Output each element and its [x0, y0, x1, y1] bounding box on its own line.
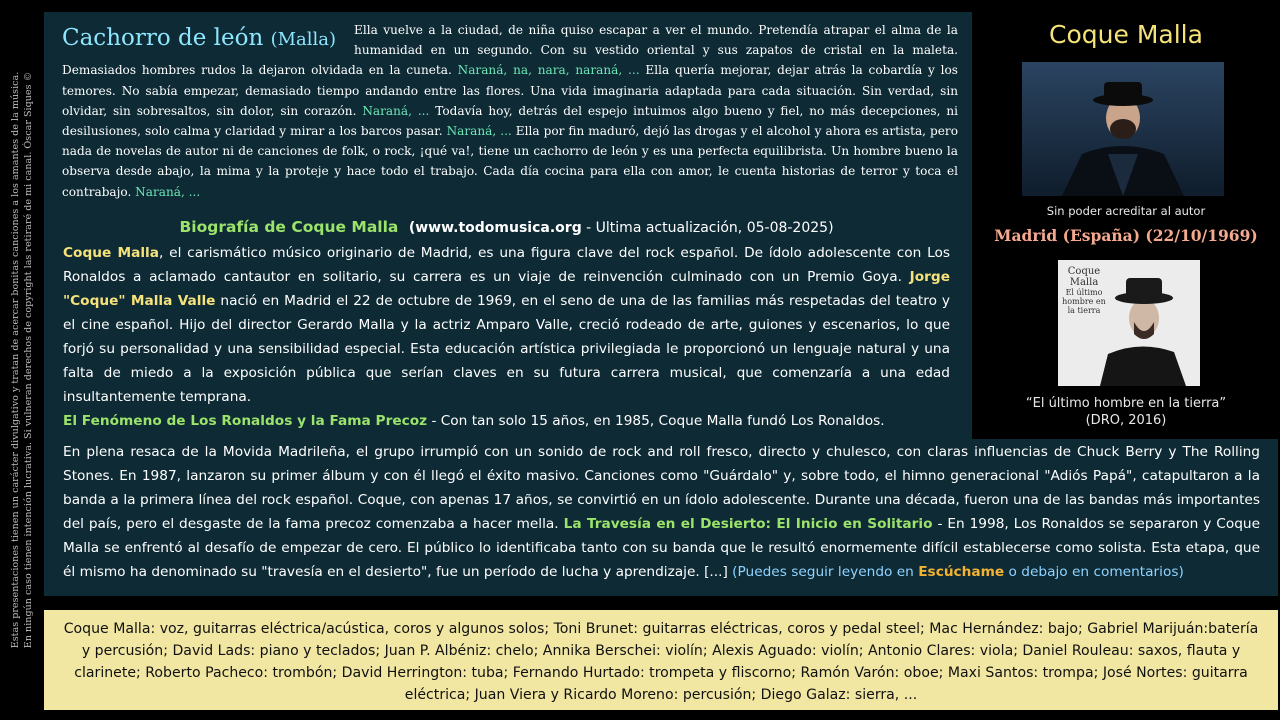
- biography-ronaldos: [63, 409, 950, 433]
- text-segment: - En 1998, Los Ronaldos se separaron y Coque Malla se enfrentó al desafío de empezar de cero. El público lo identificaba tanto con su banda que le resultó enormemente difícil establecerse como solista. Esta etapa, que él mismo ha denominado su "travesía en el desierto", fue un período de lucha y aprendizaje. [...]: [63, 516, 1260, 580]
- album-cover-artist: Coque Malla: [1067, 266, 1101, 288]
- musician-credits-text: Coque Malla: voz, guitarras eléctrica/acústica, coros y algunos solos; Toni Brunet: guitarras eléctricas, coros y pedal steel; Mac Hernández: bajo; Gabriel Marijuán:batería y percusión; David Lads: piano y teclados; Juan P. Albéniz: chelo; Annika Berschei: violín; Alexis Aguado: violín; Antonio Clares: viola; Daniel Rouleau: saxos, flauta y clarinete; Roberto Pacheco: trombón; David Herrington: tuba; Fernando Hurtado: trompeta y fliscorno; Ramón Varón: oboe; Maxi Santos: trompa; José Nortes: guitarra eléctrica; Juan Viera y Ricardo Moreno: percusión; Diego Galaz: sierra, ...: [63, 621, 1259, 703]
- biography-update: - Ultima actualización, 05-08-2025): [581, 220, 834, 236]
- text-segment: o debajo en comentarios): [1004, 564, 1184, 580]
- album-caption: [972, 395, 1280, 429]
- text-segment: Naraná, ...: [446, 124, 512, 139]
- text-segment: (Puedes seguir leyendo en: [732, 564, 919, 580]
- biography-source: (www.todomusica.org: [408, 220, 582, 236]
- lyrics-panel: [44, 12, 972, 210]
- text-segment: Escúchame: [918, 564, 1005, 580]
- text-segment: Ella por fin maduró, dejó las drogas y el alcohol y ahora es artista, pero nada de novelas de autor ni de canciones de folk, o rock, ¡qué va!, tiene un cachorro de león y es una perfecta equilibrista. Un hombre bueno la observa desde abajo, la mima y la proteje y hace todo el trabajo. Cada día cocina para ella con amor, le cuenta historias de terror y toca el contrabajo.: [62, 124, 958, 199]
- album-cover: [1058, 260, 1200, 386]
- text-segment: Naraná, na, nara, naraná, ...: [457, 63, 640, 78]
- text-segment: Naraná, ...: [362, 103, 430, 118]
- artist-sidebar: [972, 0, 1280, 438]
- song-title-suffix: (Malla): [270, 29, 337, 50]
- text-segment: Todavía hoy, detrás del espejo intuimos algo bueno y fiel, no más decepciones, ni desilusiones, solo calma y claridad y mirar a los barcos pasar.: [62, 103, 958, 139]
- text-segment: La Travesía en el Desierto: El Inicio en Solitario: [563, 516, 933, 532]
- side-note-line-2: En ningún caso tienen intención lucrativa. Si vulneran derechos de copyright las retiraré de mi canal. Óscar Siques ©: [23, 71, 34, 649]
- artist-name: Coque Malla: [1049, 20, 1203, 49]
- text-segment: Jorge "Coque" Malla Valle: [63, 269, 950, 309]
- biography-panel: [44, 210, 972, 439]
- artist-photo: [1022, 62, 1224, 196]
- album-caption-label: (DRO, 2016): [1085, 413, 1167, 428]
- text-segment: En plena resaca de la Movida Madrileña, el grupo irrumpió con un sonido de rock and roll fresco, directo y chulesco, con claras influencias de Chuck Berry y The Rolling Stones. En 1987, lanzaron su primer álbum y con él llegó el éxito masivo. Canciones como "Guárdalo" y, sobre todo, el himno generacional "Adiós Papá", catapultaron a la banda a la primera línea del rock español. Coque, con apenas 17 años, se convirtió en un ídolo adolescente. Durante una década, fueron una de las bandas más importantes del país, pero el desgaste de la fama precoz comenzaba a hacer mella.: [63, 444, 1260, 532]
- text-segment: Ella vuelve a la ciudad, de niña quiso escapar a ver el mundo. Pretendía atrapar el alma de la humanidad en un segundo. Con su vestido oriental y sus zapatos de cristal en la maleta. Demasiados hombres rudos la dejaron olvidada en la cuneta.: [62, 23, 958, 78]
- text-segment: Coque Malla: [63, 245, 159, 261]
- photo-credit: Sin poder acreditar al autor: [1046, 204, 1206, 218]
- biography-heading: Biografía de Coque Malla: [179, 218, 399, 236]
- birth-info: Madrid (España) (22/10/1969): [994, 226, 1258, 245]
- album-cover-title: El último hombre en la tierra: [1062, 288, 1106, 315]
- text-segment: El Fenómeno de Los Ronaldos y la Fama Precoz: [63, 413, 428, 429]
- song-title-text: Cachorro de león: [62, 25, 264, 51]
- biography-heading-row: [63, 216, 950, 239]
- copyright-side-note: [2, 0, 42, 720]
- album-cover-text: [1058, 266, 1110, 315]
- text-segment: - Con tan solo 15 años, en 1985, Coque Malla fundó Los Ronaldos.: [427, 413, 885, 429]
- text-segment: , el carismático músico originario de Madrid, es una figura clave del rock español. De ídolo adolescente con Los Ronaldos a aclamado cantautor en solitario, su carrera es un viaje de reinvención culminado con un Premio Goya.: [63, 245, 950, 285]
- biography-intro: [63, 241, 950, 409]
- side-note-line-1: Estas presentaciones tienen un carácter divulgativo y tratan de acercar bonitas canciones a los amantes de la música.: [10, 71, 21, 649]
- biography-career: [63, 440, 1260, 584]
- biography-panel-continued: [44, 439, 1278, 596]
- song-title: [62, 24, 336, 54]
- text-segment: nació en Madrid el 22 de octubre de 1969, en el seno de una de las familias más respetadas del teatro y el cine español. Hijo del director Gerardo Malla y la actriz Amparo Valle, creció rodeado de arte, guiones y escenarios, lo que forjó su personalidad y una sensibilidad especial. Esta educación artística privilegiada le proporcionó un lenguaje natural y una falta de miedo a la exposición pública que serían claves en su futura carrera musical, que comenzaría a una edad insultantemente temprana.: [63, 293, 951, 405]
- album-caption-title: “El último hombre en la tierra”: [1025, 396, 1227, 411]
- artist-photo-image: [1022, 62, 1224, 196]
- musician-credits: [44, 610, 1278, 710]
- text-segment: Naraná, ...: [135, 184, 201, 199]
- text-segment: Ella quería mejorar, dejar atrás la cobardía y los temores. No sabía empezar, demasiado tiempo andando entre las flores. Una vida imaginaria adaptada para cada situación. Sin verdad, sin olvidar, sin sobresaltos, sin dolor, sin corazón.: [62, 63, 958, 118]
